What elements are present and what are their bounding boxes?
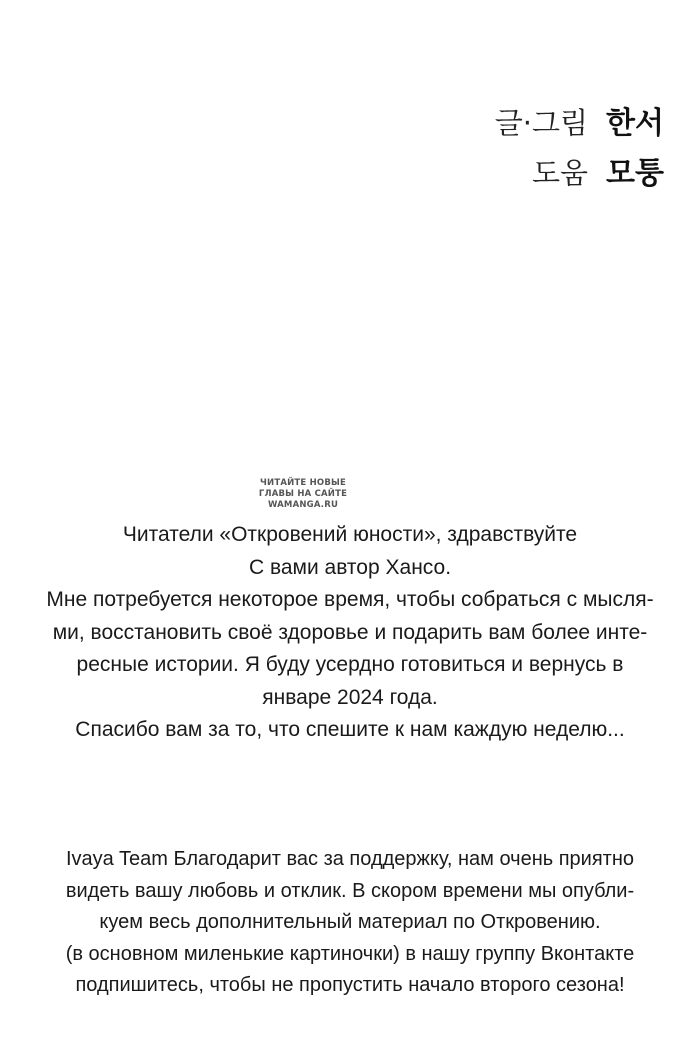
team-note-line: подпишитесь, чтобы не пропустить начало второго сезона! [75, 974, 625, 996]
notice-line: ресные истории. Я буду усердно готовиться и вернусь в [76, 653, 624, 676]
notice-line: С вами автор Хансо. [248, 555, 452, 579]
credit-story-art [495, 98, 664, 148]
notice-line: январе 2024 года. [262, 685, 438, 709]
notice-line: Спасибо вам за то, что спешите к нам каждую неделю... [75, 718, 625, 741]
story-art-label: 글·그림 [494, 106, 589, 140]
team-note-line: (в основном миленькие картиночки) в нашу группу Вконтакте [65, 942, 635, 965]
credit-assist [495, 148, 664, 198]
site-watermark [254, 478, 352, 511]
team-note-line: куем весь дополнительный материал по Откровению. [99, 911, 601, 933]
watermark-line-3: WAMANGA.RU [267, 500, 339, 510]
team-note-line: видеть вашу любовь и отклик. В скором времени мы опубли- [65, 879, 635, 902]
notice-line: ми, восстановить своё здоровье и подарить вам более инте- [52, 620, 648, 644]
story-art-name: 한서 [606, 106, 664, 141]
author-notice [30, 519, 670, 747]
credits-block [495, 98, 664, 198]
team-note-line: Ivaya Team Благодарит вас за поддержку, нам очень приятно [66, 848, 634, 870]
assist-label: 도움 [532, 156, 589, 190]
watermark-line-2: ГЛАВЫ НА САЙТЕ [258, 489, 348, 499]
team-note [20, 844, 680, 1002]
watermark-line-1: ЧИТАЙТЕ НОВЫЕ [259, 478, 347, 488]
notice-line: Читатели «Откровений юности», здравствуйте [122, 523, 578, 546]
assist-name: 모퉁 [606, 156, 664, 191]
notice-line: Мне потребуется некоторое время, чтобы собраться с мысля- [46, 588, 654, 611]
